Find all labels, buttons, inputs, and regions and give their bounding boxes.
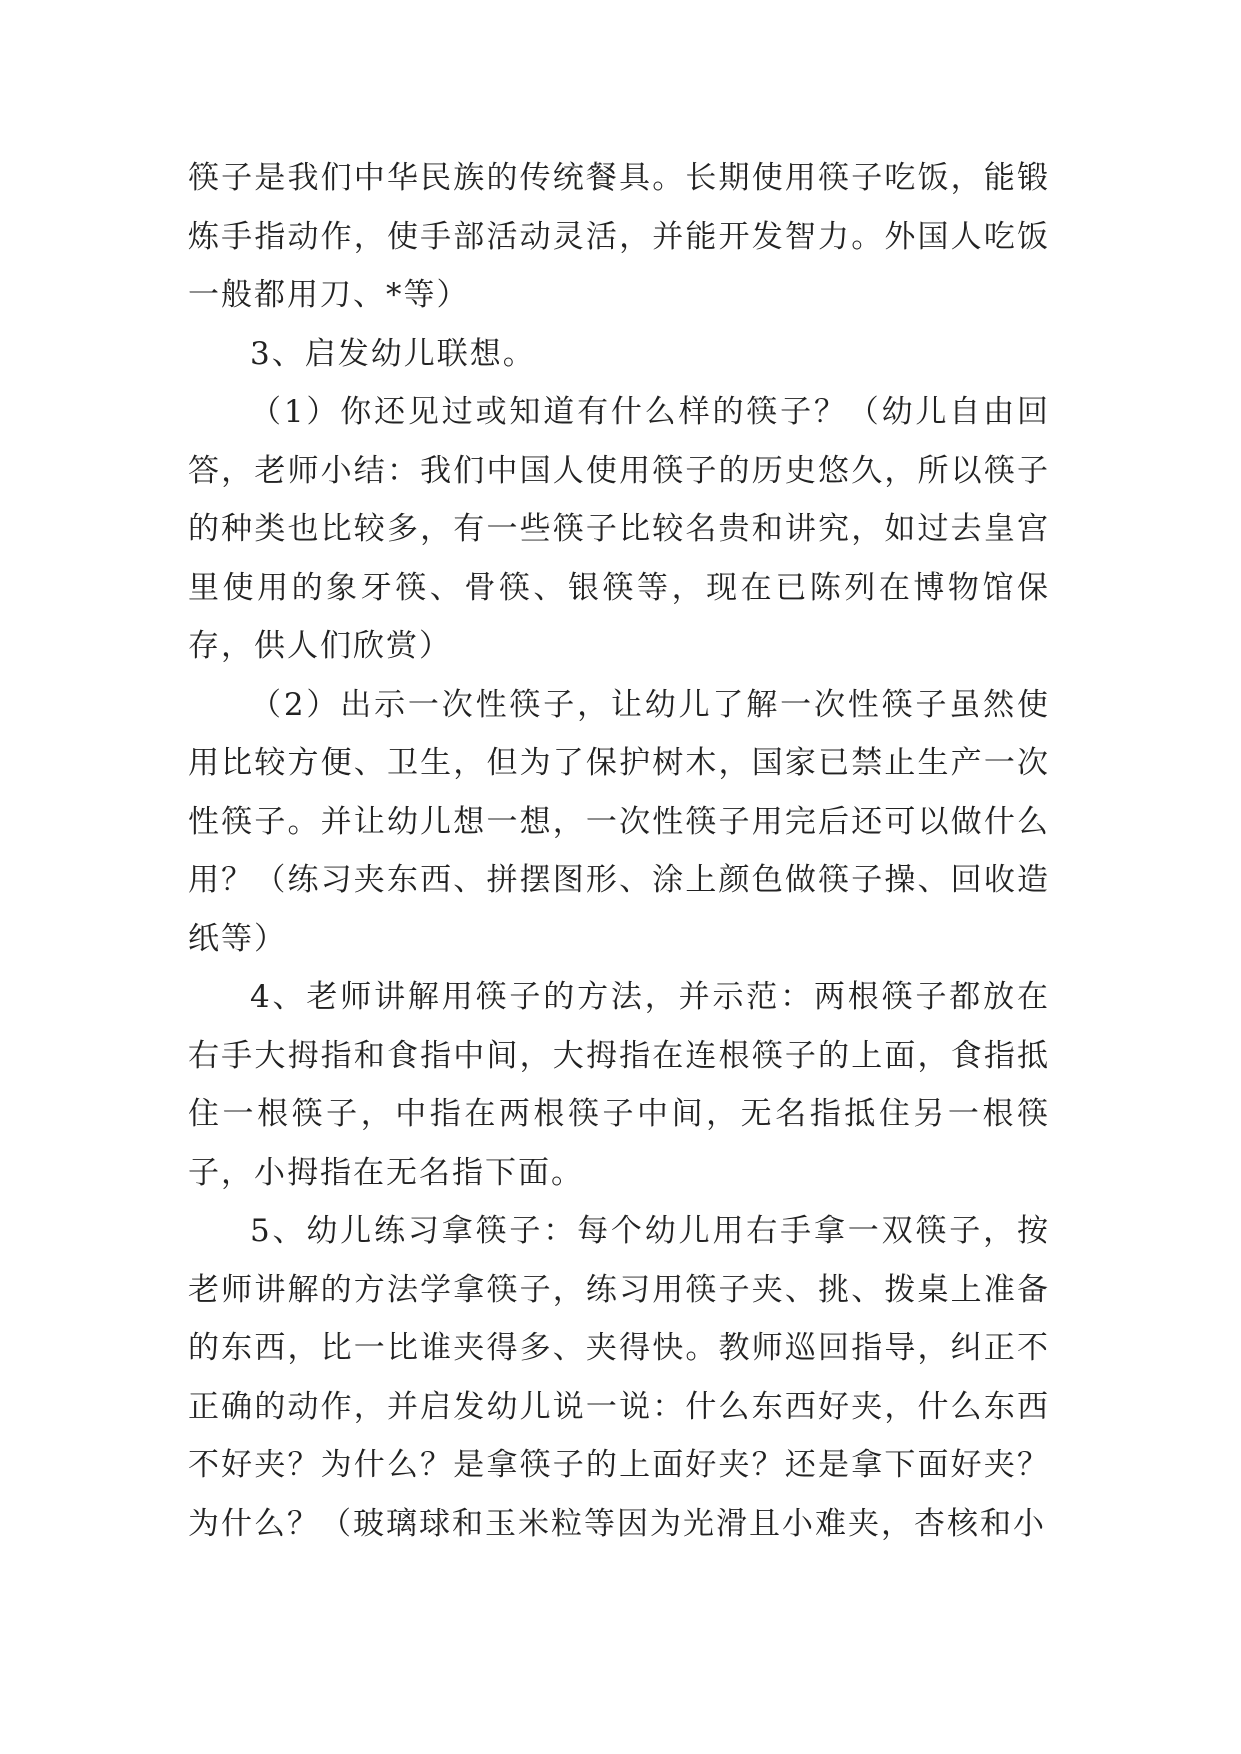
paragraph-step-4: 4、老师讲解用筷子的方法，并示范：两根筷子都放在右手大拇指和食指中间，大拇指在连根筷子的上面，食指抵住一根筷子，中指在两根筷子中间，无名指抵住另一根筷子，小拇指在无名指下面。 — [188, 979, 1050, 1191]
paragraph-step-3-1: （1）你还见过或知道有什么样的筷子？（幼儿自由回答，老师小结：我们中国人使用筷子的历史悠久，所以筷子的种类也比较多，有一些筷子比较名贵和讲究，如过去皇宫里使用的象牙筷、骨筷、银筷等，现在已陈列在博物馆保存，供人们欣赏） — [188, 394, 1050, 664]
paragraph-step-3-2: （2）出示一次性筷子，让幼儿了解一次性筷子虽然使用比较方便、卫生，但为了保护树木，国家已禁止生产一次性筷子。并让幼儿想一想，一次性筷子用完后还可以做什么用？（练习夹东西、拼摆图形、涂上颜色做筷子操、回收造纸等） — [188, 686, 1050, 957]
paragraph-intro-continuation: 筷子是我们中华民族的传统餐具。长期使用筷子吃饭，能锻炼手指动作，使手部活动灵活，并能开发智力。外国人吃饭一般都用刀、*等） — [188, 160, 1050, 313]
paragraph-step-5: 5、幼儿练习拿筷子：每个幼儿用右手拿一双筷子，按老师讲解的方法学拿筷子，练习用筷子夹、挑、拨桌上准备的东西，比一比谁夹得多、夹得快。教师巡回指导，纠正不正确的动作，并启发幼儿说一说：什么东西好夹，什么东西不好夹？为什么？是拿筷子的上面好夹？还是拿下面好夹？为什么？（玻璃球和玉米粒等因为光滑且小难夹，杏核和小 — [188, 1213, 1050, 1542]
paragraph-step-3: 3、启发幼儿联想。 — [250, 335, 536, 372]
document-body — [188, 149, 1050, 1553]
